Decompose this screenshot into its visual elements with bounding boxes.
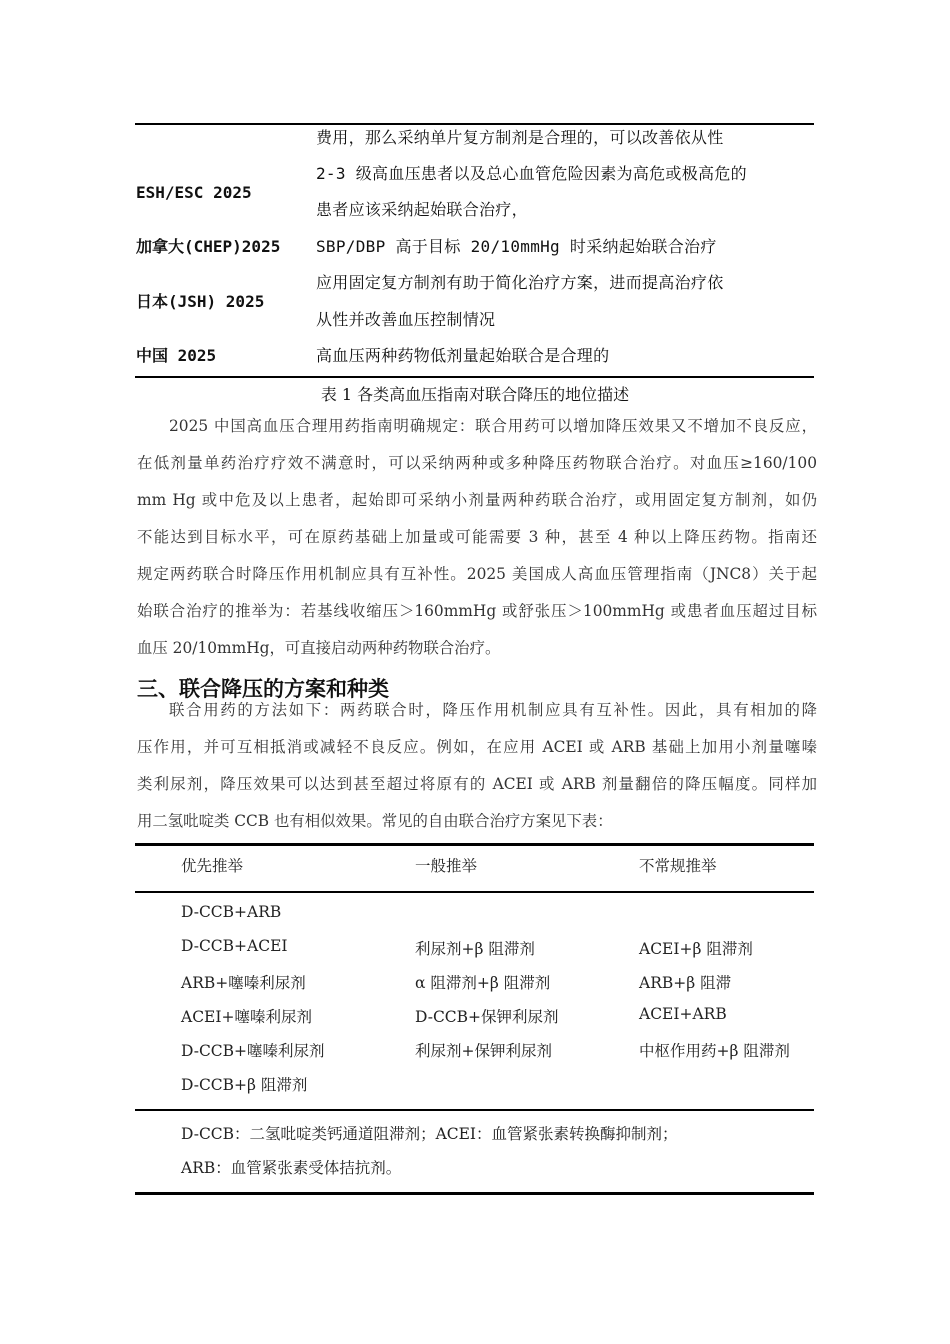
table2-note: D-CCB：二氢吡啶类钙通道阻滞剂；ACEI：血管紧张素转换酶抑制剂； — [181, 1125, 678, 1143]
table2-cell: ACEI+噻嗪利尿剂 — [181, 1008, 312, 1026]
table1-row5-line1: 高血压两种药物低剂量起始联合是合理的 — [316, 346, 610, 365]
table1-row1-line1: 费用，那么采纳单片复方制剂是合理的，可以改善依从性 — [316, 128, 724, 147]
paragraph-line: 压作用，并可互相抵消或减轻不良反应。例如，在应用 ACEI 或 ARB 基础上加用小剂量噻嗪 — [137, 738, 817, 756]
paragraph-line: 类利尿剂，降压效果可以达到甚至超过将原有的 ACEI 或 ARB 剂量翻倍的降压幅度。同样加 — [137, 775, 817, 793]
table2-cell: D-CCB+β 阻滞剂 — [181, 1076, 308, 1094]
table1-row3-line1: SBP/DBP 高于目标 20/10mmHg 时采纳起始联合治疗 — [316, 237, 717, 256]
table1-row2-label: ESH/ESC 2025 — [136, 183, 252, 202]
table2-cell: D-CCB+保钾利尿剂 — [415, 1008, 559, 1026]
paragraph-line: 在低剂量单药治疗疗效不满意时，可以采纳两种或多种降压药物联合治疗。对血压≥160/100 — [137, 454, 817, 472]
table2-cell: 利尿剂+β 阻滞剂 — [415, 940, 535, 958]
table2-note: ARB：血管紧张素受体拮抗剂。 — [181, 1159, 402, 1177]
table2-cell: ACEI+ARB — [639, 1005, 727, 1023]
table2-header-preferred: 优先推举 — [181, 857, 244, 875]
table1-row5-label: 中国 2025 — [136, 346, 217, 365]
table2-cell: D-CCB+噻嗪利尿剂 — [181, 1042, 325, 1060]
table1-bottom-rule — [135, 376, 814, 378]
paragraph-line: 联合用药的方法如下：两药联合时，降压作用机制应具有互补性。因此，具有相加的降 — [169, 701, 817, 719]
table2-header-general: 一般推举 — [415, 857, 478, 875]
table2-header-unconventional: 不常规推举 — [639, 857, 717, 875]
table1-row4-line1: 应用固定复方制剂有助于简化治疗方案，进而提高治疗依 — [316, 273, 724, 292]
paragraph-guidelines — [137, 408, 817, 667]
table2-cell: α 阻滞剂+β 阻滞剂 — [415, 974, 551, 992]
table2-cell: D-CCB+ARB — [181, 903, 282, 921]
table1-row4-label: 日本(JSH) 2025 — [136, 292, 265, 311]
table2-bottom-rule — [135, 1192, 814, 1195]
paragraph-line: 血压 20/10mmHg，可直接启动两种药物联合治疗。 — [137, 639, 501, 657]
paragraph-line: 始联合治疗的推举为：若基线收缩压＞160mmHg 或舒张压＞100mmHg 或患者血压超过目标 — [137, 602, 817, 620]
table1-row2-line2: 患者应该采纳起始联合治疗， — [316, 200, 528, 219]
section-heading: 三、联合降压的方案和种类 — [137, 677, 389, 701]
table1-row4-line2: 从性并改善血压控制情况 — [316, 310, 496, 329]
table2-cell: ACEI+β 阻滞剂 — [639, 940, 753, 958]
table2-body-rule — [135, 1109, 814, 1111]
paragraph-line: 不能达到目标水平，可在原药基础上加量或可能需要 3 种，甚至 4 种以上降压药物。指南还 — [137, 528, 817, 546]
paragraph-line: 用二氢吡啶类 CCB 也有相似效果。常见的自由联合治疗方案见下表： — [137, 812, 613, 830]
paragraph-line: 2025 中国高血压合理用药指南明确规定：联合用药可以增加降压效果又不增加不良反应， — [169, 417, 817, 435]
table2-cell: 中枢作用药+β 阻滞剂 — [639, 1042, 790, 1060]
table1-row2-line1: 2-3 级高血压患者以及总心血管危险因素为高危或极高危的 — [316, 164, 747, 183]
table2-header-rule — [135, 891, 814, 893]
table2-cell: D-CCB+ACEI — [181, 937, 288, 955]
table1-row3-label: 加拿大(CHEP)2025 — [136, 237, 281, 256]
table2-top-rule — [135, 843, 814, 846]
table1-caption: 表 1 各类高血压指南对联合降压的地位描述 — [320, 385, 630, 404]
table2-cell: ARB+噻嗪利尿剂 — [181, 974, 306, 992]
table2-cell: 利尿剂+保钾利尿剂 — [415, 1042, 552, 1060]
paragraph-line: 规定两药联合时降压作用机制应具有互补性。2025 美国成人高血压管理指南（JNC8）关于起 — [137, 565, 817, 583]
table2-cell: ARB+β 阻滞 — [639, 974, 732, 992]
table1-top-rule — [135, 123, 814, 125]
paragraph-methods — [137, 692, 817, 840]
paragraph-line: mm Hg 或中危及以上患者，起始即可采纳小剂量两种药联合治疗，或用固定复方制剂，如仍 — [137, 491, 817, 509]
